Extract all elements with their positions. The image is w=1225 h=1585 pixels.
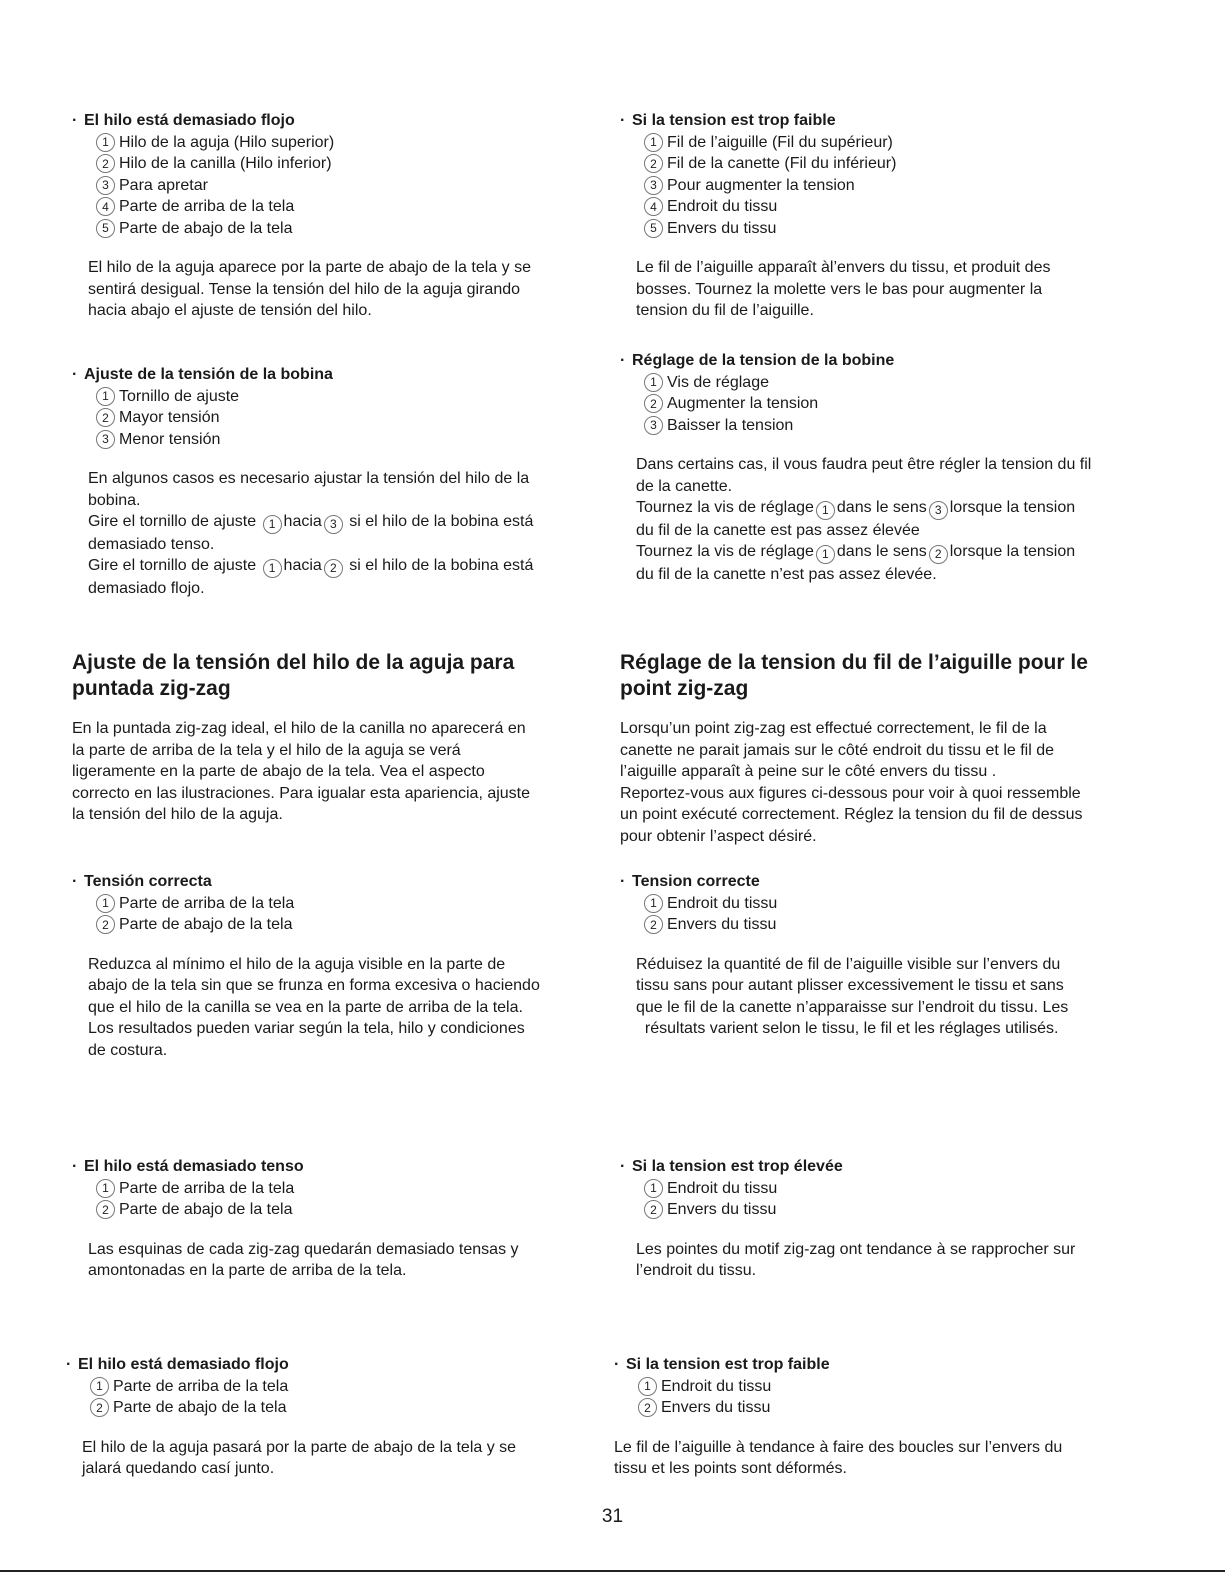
fr-elevee-section: [620, 1156, 1150, 1282]
paragraph: Les pointes du motif zig-zag ont tendance à se rapprocher sur l’endroit du tissu.: [636, 1240, 1076, 1279]
paragraph: El hilo de la aguja aparece por la parte de abajo de la tela y se sentirá desigual. Tense la tensión del hilo de la aguja girando hacia abajo el ajuste de tensión del hilo.: [88, 259, 531, 319]
list-item: 2 Parte de abajo de la tela: [72, 914, 592, 936]
fr-faible-section: [620, 110, 1150, 322]
fr-faible2-section: [614, 1354, 1144, 1480]
list-item: 1 Hilo de la aguja (Hilo superior): [72, 132, 592, 154]
section-heading: · Si la tension est trop élevée: [620, 1158, 843, 1175]
paragraph: Dans certains cas, il vous faudra peut être régler la tension du fil de la canette. Tournez la vis de réglage 1 dans le sens 3 lorsque la tension du fil de la canette est pas assez élevée Tournez la vis de réglage 1 dans le sens 2 lorsque la tension du fil de la canette n’est pas assez élevée.: [636, 456, 1092, 583]
list-item: 3 Pour augmenter la tension: [620, 175, 1150, 197]
list-item: 1 Endroit du tissu: [620, 1178, 1150, 1200]
paragraph: Lorsqu’un point zig-zag est effectué correctement, le fil de la canette ne parait jamais sur le côté endroit du tissu et le fil de l’aiguille apparaît à peine sur le côté envers du tissu . Reportez-vous aux figures ci-dessous pour voir à quoi ressemble un point exécuté correctement. Réglez la tension du fil de dessus pour obtenir l’aspect désiré.: [620, 720, 1083, 845]
list-item: 4 Endroit du tissu: [620, 196, 1150, 218]
section-heading: · Tensión correcta: [72, 873, 212, 890]
section-heading: · Réglage de la tension de la bobine: [620, 352, 895, 369]
list-item: 2 Parte de abajo de la tela: [72, 1199, 592, 1221]
list-item: 1 Vis de réglage: [620, 372, 1150, 394]
list-item: 2 Envers du tissu: [614, 1397, 1144, 1419]
list-item: 3 Menor tensión: [72, 429, 592, 451]
footer-rule: [0, 1570, 1225, 1572]
section-heading: · El hilo está demasiado flojo: [72, 112, 295, 129]
list-item: 5 Parte de abajo de la tela: [72, 218, 592, 240]
es-zigzag-section: [72, 650, 592, 826]
list-item: 1 Parte de arriba de la tela: [66, 1376, 586, 1398]
es-bobina-section: [72, 364, 592, 599]
list-item: 1 Parte de arriba de la tela: [72, 893, 592, 915]
list-item: 3 Baisser la tension: [620, 415, 1150, 437]
section-heading: · El hilo está demasiado flojo: [66, 1356, 289, 1373]
paragraph: Reduzca al mínimo el hilo de la aguja visible en la parte de abajo de la tela sin que se frunza en forma excesiva o haciendo que el hilo de la canilla se vea en la parte de arriba de la tela. Los resultados pueden variar según la tela, hilo y condiciones de costura.: [88, 955, 540, 1059]
list-item: 5 Envers du tissu: [620, 218, 1150, 240]
list-item: 2 Mayor tensión: [72, 407, 592, 429]
section-heading: · Si la tension est trop faible: [620, 112, 836, 129]
fr-zigzag-section: [620, 650, 1150, 847]
section-heading: · El hilo está demasiado tenso: [72, 1158, 304, 1175]
paragraph: Le fil de l’aiguille à tendance à faire des boucles sur l’envers du tissu et les points sont déformés.: [614, 1438, 1063, 1477]
list-item: 2 Augmenter la tension: [620, 393, 1150, 415]
list-item: 1 Parte de arriba de la tela: [72, 1178, 592, 1200]
section-title: Réglage de la tension du fil de l’aiguille pour le point zig-zag: [620, 651, 1088, 700]
es-tenso-section: [72, 1156, 592, 1282]
paragraph: Réduisez la quantité de fil de l’aiguille visible sur l’envers du tissu sans pour autant plisser excessivement le tissu et sans que le fil de la canette n’apparaisse sur l’endroit du tissu. Les résultats varient selon le tissu, le fil et les réglages utilisés.: [636, 955, 1069, 1037]
section-heading: · Ajuste de la tensión de la bobina: [72, 366, 333, 383]
list-item: 3 Para apretar: [72, 175, 592, 197]
list-item: 2 Fil de la canette (Fil du inférieur): [620, 153, 1150, 175]
paragraph: En la puntada zig-zag ideal, el hilo de la canilla no aparecerá en la parte de arriba de la tela y el hilo de la aguja se verá ligeramente en la parte de abajo de la tela. Vea el aspecto correcto en las ilustraciones. Para igualar esta apariencia, ajuste la tensión del hilo de la aguja.: [72, 720, 531, 823]
list-item: 1 Endroit du tissu: [620, 893, 1150, 915]
section-heading: · Si la tension est trop faible: [614, 1356, 830, 1373]
paragraph: El hilo de la aguja pasará por la parte de abajo de la tela y se jalará quedando casí junto.: [82, 1438, 517, 1477]
es-correcta-section: [72, 871, 592, 1061]
list-item: 1 Fil de l’aiguille (Fil du supérieur): [620, 132, 1150, 154]
list-item: 4 Parte de arriba de la tela: [72, 196, 592, 218]
fr-correcte-section: [620, 871, 1150, 1040]
es-flojo-section: [72, 110, 592, 322]
section-heading: · Tension correcte: [620, 873, 760, 890]
paragraph: En algunos casos es necesario ajustar la tensión del hilo de la bobina. Gire el tornillo de ajuste 1 hacia 3 si el hilo de la bobina está demasiado tenso. Gire el tornillo de ajuste 1 hacia 2 si el hilo de la bobina está demasiado flojo.: [88, 470, 534, 597]
paragraph: Las esquinas de cada zig-zag quedarán demasiado tensas y amontonadas en la parte de arriba de la tela.: [88, 1240, 519, 1279]
es-flojo2-section: [66, 1354, 586, 1480]
list-item: 1 Tornillo de ajuste: [72, 386, 592, 408]
list-item: 2 Hilo de la canilla (Hilo inferior): [72, 153, 592, 175]
list-item: 1 Endroit du tissu: [614, 1376, 1144, 1398]
list-item: 2 Envers du tissu: [620, 1199, 1150, 1221]
fr-bobine-section: [620, 350, 1150, 585]
page-number: 31: [601, 1506, 624, 1527]
list-item: 2 Parte de abajo de la tela: [66, 1397, 586, 1419]
section-title: Ajuste de la tensión del hilo de la aguja para puntada zig-zag: [72, 651, 515, 700]
list-item: 2 Envers du tissu: [620, 914, 1150, 936]
paragraph: Le fil de l’aiguille apparaît àl’envers du tissu, et produit des bosses. Tournez la molette vers le bas pour augmenter la tension du fil de l’aiguille.: [636, 259, 1051, 319]
